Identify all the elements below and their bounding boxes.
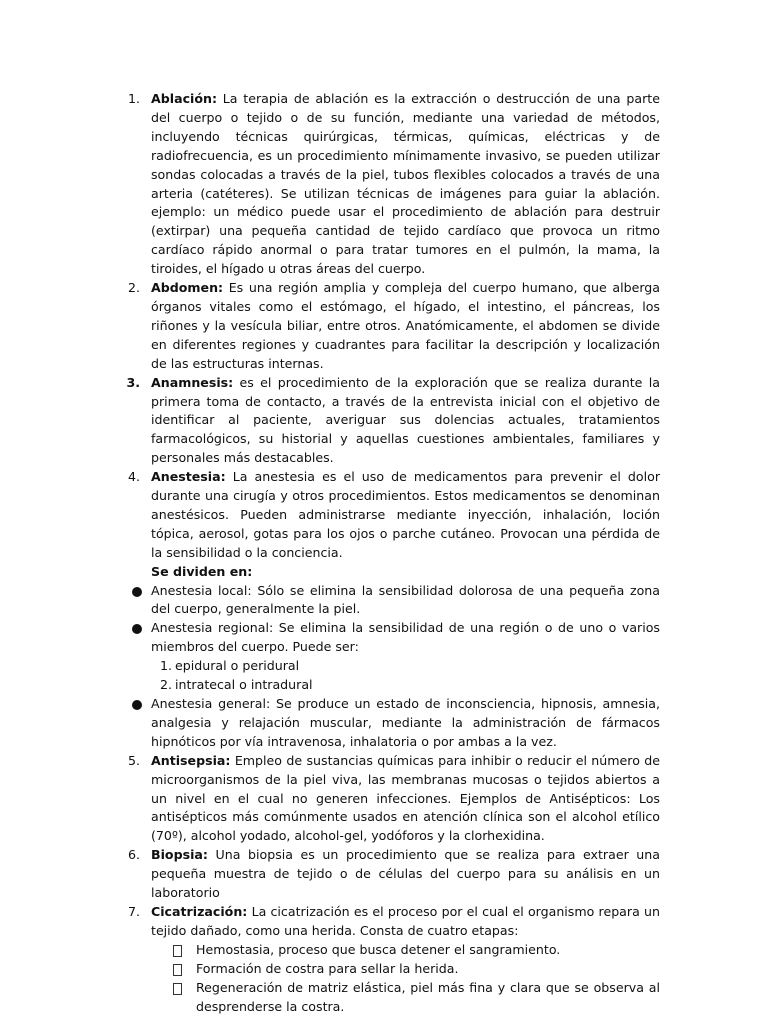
entry-ablacion [0, 90, 768, 279]
entry-text: La cicatrización es el proceso por el cual el organismo repara un tejido dañado, como una herida. Consta de cuatro etapas: [151, 903, 660, 938]
entry-body [151, 90, 660, 279]
stage-item [0, 941, 768, 960]
missing-glyph-box-icon [173, 983, 182, 995]
bullet-text: Anestesia regional: Se elimina la sensibilidad de una región o de uno o varios miembros del cuerpo. Puede ser: [151, 620, 660, 655]
bullet-dot-icon [132, 700, 142, 710]
entry-anamnesis [0, 374, 768, 469]
missing-glyph-box-icon [173, 945, 182, 957]
entry-text: Empleo de sustancias químicas para inhibir o reducir el número de microorganismos de la piel viva, las membranas mucosas o tejidos abiertos a un nivel en el cual no generen infecciones. Ejemplos de Antisépticos: Los antisépticos más comúnmente usados en atención clínica son el alcohol etílico (70º), alcohol yodado, alcohol-gel, yodóforos y la clorhexidina. [151, 752, 660, 844]
entry-text: La terapia de ablación es la extracción o destrucción de una parte del cuerpo o tejido o de su función, mediante una variedad de métodos, incluyendo técnicas quirúrgicas, térmicas, químicas, eléctricas y de radiofrecuencia, es un procedimiento mínimamente invasivo, se pueden utilizar sondas colocadas a través de la piel, tubos flexibles colocados a través de una arteria (catéteres). Se utilizan técnicas de imágenes para guiar la ablación. ejemplo: un médico puede usar el procedimiento de ablación para destruir (extirpar) una pequeña cantidad de tejido cardíaco que provoca un ritmo cardíaco rápido anormal o para tratar tumores en el pulmón, la mama, la tiroides, el hígado u otras áreas del cuerpo. [151, 91, 660, 277]
regional-type-item [0, 657, 768, 676]
entry-term: Cicatrización: [151, 903, 248, 919]
bullet-text: Anestesia local: Sólo se elimina la sensibilidad dolorosa de una pequeña zona del cuerpo, generalmente la piel. [151, 582, 660, 617]
entry-body [151, 279, 660, 374]
bullet-dot-icon [132, 624, 142, 634]
entry-text: La anestesia es el uso de medicamentos para prevenir el dolor durante una cirugía y otros procedimientos. Estos medicamentos se denominan anestésicos. Pueden administrarse mediante inyección, inhalación, loción tópica, aerosol, gotas para los ojos o parche cutáneo. Provocan una pérdida de la sensibilidad o la conciencia. [151, 469, 660, 560]
regional-type-number: 1. [160, 658, 173, 674]
entry-biopsia [0, 846, 768, 903]
bullet-item [0, 619, 768, 657]
entry-text: Una biopsia es un procedimiento que se realiza para extraer una pequeña muestra de tejido o de células del cuerpo para su análisis en un laboratorio [151, 847, 660, 901]
stage-item [0, 960, 768, 979]
entry-term: Anamnesis: [151, 374, 234, 390]
stage-item [0, 979, 768, 1017]
entry-body [151, 752, 660, 847]
entry-term: Ablación: [151, 91, 218, 106]
entry-number: 6. [127, 847, 140, 863]
entry-number: 4. [127, 469, 140, 485]
entry-body [151, 468, 660, 563]
bullet-item [0, 582, 768, 620]
entry-term: Antisepsia: [151, 752, 231, 768]
entry-number: 1. [127, 91, 140, 106]
entry-text: es el procedimiento de la exploración que se realiza durante la primera toma de contacto, a través de la entrevista inicial con el objetivo de identificar al paciente, averiguar sus dolencias actuales, tratamientos farmacológicos, su historial y aquellas cuestiones ambientales, familiares y personales más destacables. [151, 374, 660, 466]
stage-text: Hemostasia, proceso que busca detener el sangramiento. [196, 941, 561, 957]
entry-body [151, 846, 660, 903]
entry-text: Es una región amplia y compleja del cuerpo humano, que alberga órganos vitales como el estómago, el hígado, el intestino, el páncreas, los riñones y la vesícula biliar, entre otros. Anatómicamente, el abdomen se divide en diferentes regiones y cuadrantes para facilitar la descripción y localización de las estructuras internas. [151, 280, 660, 371]
entry-number: 7. [127, 903, 140, 919]
stage-text: Formación de costra para sellar la herida. [196, 960, 459, 976]
entry-number: 3. [126, 374, 140, 390]
glossary-list [0, 90, 768, 1016]
regional-type-text: epidural o peridural [175, 658, 300, 674]
anestesia-subheading: Se dividen en: [151, 563, 253, 579]
regional-type-text: intratecal o intradural [175, 677, 313, 693]
bullet-item [0, 695, 768, 752]
entry-number: 2. [127, 280, 140, 296]
bullet-dot-icon [132, 587, 142, 597]
missing-glyph-box-icon [173, 964, 182, 976]
entry-anestesia [0, 468, 768, 563]
entry-term: Biopsia: [151, 847, 208, 863]
regional-type-number: 2. [160, 677, 173, 693]
entry-antisepsia [0, 752, 768, 847]
entry-body [151, 374, 660, 469]
entry-abdomen [0, 279, 768, 374]
entry-number: 5. [127, 752, 140, 768]
regional-type-item [0, 676, 768, 695]
bullet-text: Anestesia general: Se produce un estado de inconsciencia, hipnosis, amnesia, analgesia y relajación muscular, mediante la administración de fármacos hipnóticos por vía intravenosa, inhalatoria o por ambas a la vez. [151, 696, 660, 749]
entry-term: Anestesia: [151, 469, 226, 485]
stage-text: Regeneración de matriz elástica, piel más fina y clara que se observa al desprenderse la costra. [196, 979, 660, 1014]
entry-term: Abdomen: [151, 280, 224, 296]
entry-body [151, 903, 660, 941]
entry-cicatrizacion [0, 903, 768, 941]
